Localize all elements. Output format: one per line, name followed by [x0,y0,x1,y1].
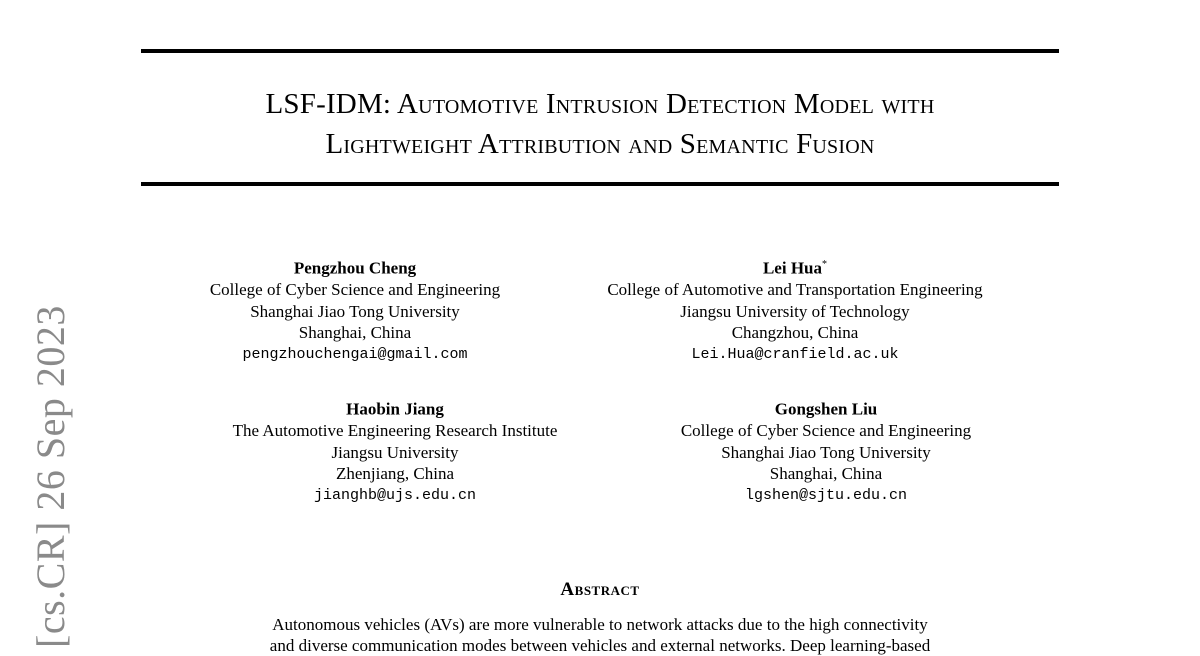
author-name: Pengzhou Cheng [293,258,417,278]
author-affiliation-institution: Jiangsu University [331,442,459,462]
author-affiliation-department: College of Cyber Science and Engineering [680,421,972,441]
author-email: Lei.Hua@cranfield.ac.uk [691,345,899,363]
abstract-line: Autonomous vehicles (AVs) are more vulnerable to network attacks due to the high connectivity [272,615,928,634]
author-name: Haobin Jiang [346,399,444,419]
author-block-hua [570,254,1020,365]
author-affiliation-institution: Jiangsu University of Technology [680,301,910,321]
author-email: jianghb@ujs.edu.cn [313,486,477,504]
abstract-body [200,614,1000,656]
author-affiliation-institution: Shanghai Jiao Tong University [250,301,460,321]
abstract-line: and diverse communication modes between vehicles and external networks. Deep learning-based [269,636,931,655]
corresponding-author-mark: * [822,259,828,270]
title-line-1: LSF-IDM: Automotive Intrusion Detection Model with [265,88,935,120]
author-name: Lei Hua* [762,258,828,278]
author-affiliation-location: Changzhou, China [731,323,859,343]
author-email: pengzhouchengai@gmail.com [242,345,468,363]
author-block-liu [636,395,1016,506]
author-affiliation-department: College of Cyber Science and Engineering [209,280,501,300]
author-affiliation-department: The Automotive Engineering Research Institute [232,421,558,441]
paper-title [141,84,1059,164]
title-bottom-rule [141,182,1059,186]
author-email: lgshen@sjtu.edu.cn [744,486,908,504]
author-block-cheng [175,254,535,365]
abstract-heading: Abstract [560,579,640,600]
title-line-2: Lightweight Attribution and Semantic Fusion [325,128,875,160]
author-affiliation-department: College of Automotive and Transportation Engineering [607,280,983,300]
author-affiliation-location: Shanghai, China [298,323,412,343]
author-affiliation-location: Shanghai, China [769,464,883,484]
author-affiliation-institution: Shanghai Jiao Tong University [721,442,931,462]
author-name: Gongshen Liu [774,399,878,419]
author-block-jiang [195,395,595,506]
author-affiliation-location: Zhenjiang, China [335,464,455,484]
title-top-rule [141,49,1059,53]
arxiv-side-stamp: [cs.CR] 26 Sep 2023 [28,305,73,648]
